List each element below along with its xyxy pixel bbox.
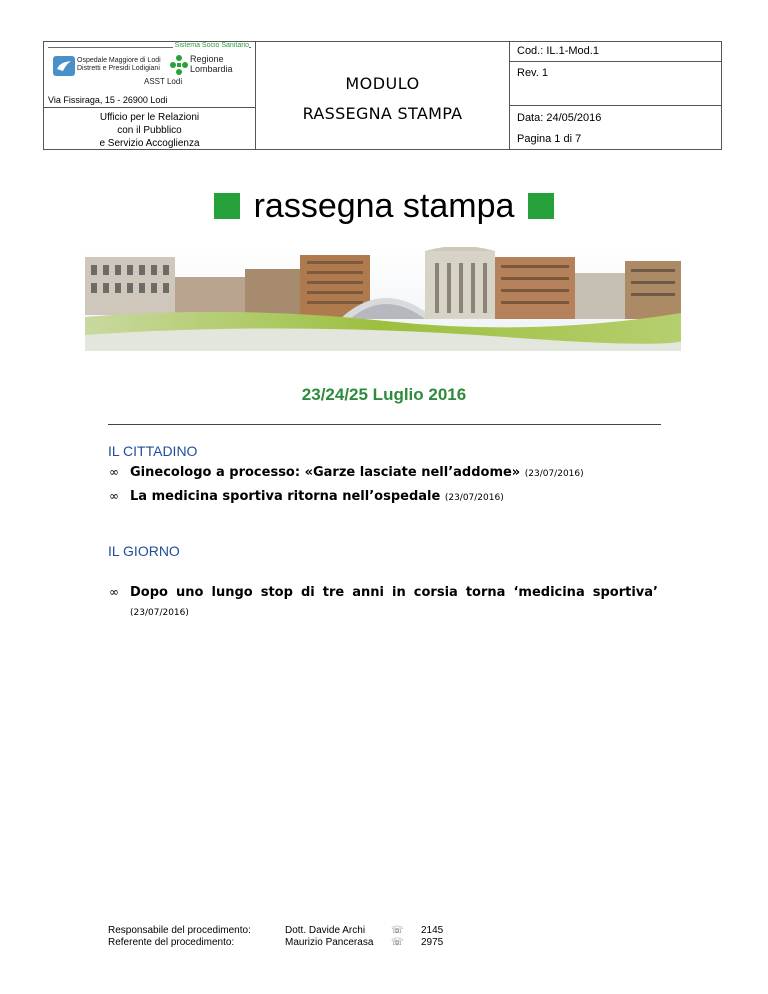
- ospedale-dove-icon: [52, 55, 76, 77]
- document-date: Data: 24/05/2016: [517, 112, 602, 124]
- section-heading-il-giorno: IL GIORNO: [108, 543, 180, 559]
- phone-icon: ☏: [391, 925, 404, 936]
- office-line1: Ufficio per le Relazioni: [99, 112, 200, 123]
- document-code: Cod.: IL.1-Mod.1: [517, 45, 599, 57]
- article-item[interactable]: [109, 583, 658, 623]
- bullet-icon: ∞: [109, 489, 119, 503]
- cod-top-border: [509, 61, 721, 62]
- referent-phone[interactable]: 2975: [421, 937, 444, 948]
- left-cell-separator: [44, 107, 255, 108]
- regione-name: [190, 54, 233, 74]
- ospedale-line1: Ospedale Maggiore di Lodi: [77, 57, 161, 64]
- hospital-banner-image: [85, 247, 681, 351]
- office-line3: e Servizio Accoglienza: [99, 138, 200, 149]
- ospedale-line2: Distretti e Presidi Lodigiani: [77, 65, 160, 72]
- module-title: MODULO: [345, 74, 420, 93]
- article-title: Ginecologo a processo: «Garze lasciate nell’addome»: [130, 465, 521, 480]
- referent-name: Maurizio Pancerasa: [285, 937, 374, 948]
- bullet-icon: ∞: [109, 465, 119, 479]
- article-item[interactable]: [109, 465, 584, 480]
- sistema-label: Sistema Socio Sanitario: [174, 42, 249, 49]
- module-subtitle: RASSEGNA STAMPA: [302, 104, 463, 123]
- page-number: Pagina 1 di 7: [517, 133, 582, 145]
- header-logo-cell: [44, 42, 256, 149]
- page-title: [0, 186, 768, 226]
- horizontal-rule: [108, 424, 661, 425]
- article-title: Dopo uno lungo stop di tre anni in corsia torna ‘medicina sportiva’: [130, 585, 658, 600]
- footer-phone-icons: [391, 925, 404, 949]
- article-date: (23/07/2016): [130, 608, 189, 618]
- regione-lombardia-icon: [170, 55, 188, 75]
- office-name: [44, 111, 255, 150]
- office-line2: con il Pubblico: [117, 125, 182, 136]
- green-square-right: [528, 193, 554, 219]
- article-item[interactable]: [109, 489, 504, 504]
- article-date: (23/07/2016): [444, 493, 504, 503]
- footer-names: [285, 925, 373, 949]
- page-title-text: rassegna stampa: [253, 187, 515, 225]
- responsible-label: Responsabile del procedimento:: [108, 925, 251, 936]
- asst-label: ASST Lodi: [144, 77, 183, 86]
- header-meta-cell: [509, 42, 721, 149]
- referent-label: Referente del procedimento:: [108, 937, 235, 948]
- section-heading-il-cittadino: IL CITTADINO: [108, 443, 198, 459]
- date-range: 23/24/25 Luglio 2016: [301, 385, 467, 404]
- green-square-left: [214, 193, 240, 219]
- address: Via Fissiraga, 15 - 26900 Lodi: [48, 95, 168, 105]
- ospedale-name: [77, 57, 161, 73]
- responsible-phone[interactable]: 2145: [421, 925, 444, 936]
- footer-labels: [108, 925, 251, 949]
- regione-line2: Lombardia: [190, 64, 233, 74]
- regione-line1: Regione: [190, 54, 224, 64]
- phone-icon: ☏: [391, 937, 404, 948]
- article-title: La medicina sportiva ritorna nell’ospedale: [130, 489, 441, 504]
- right-cell-separator: [510, 105, 721, 106]
- article-date: (23/07/2016): [524, 469, 584, 479]
- bullet-icon: ∞: [109, 585, 119, 599]
- responsible-name: Dott. Davide Archi: [285, 925, 366, 936]
- revision: Rev. 1: [517, 67, 548, 79]
- footer-phones: [421, 925, 443, 949]
- header-table: [43, 41, 722, 150]
